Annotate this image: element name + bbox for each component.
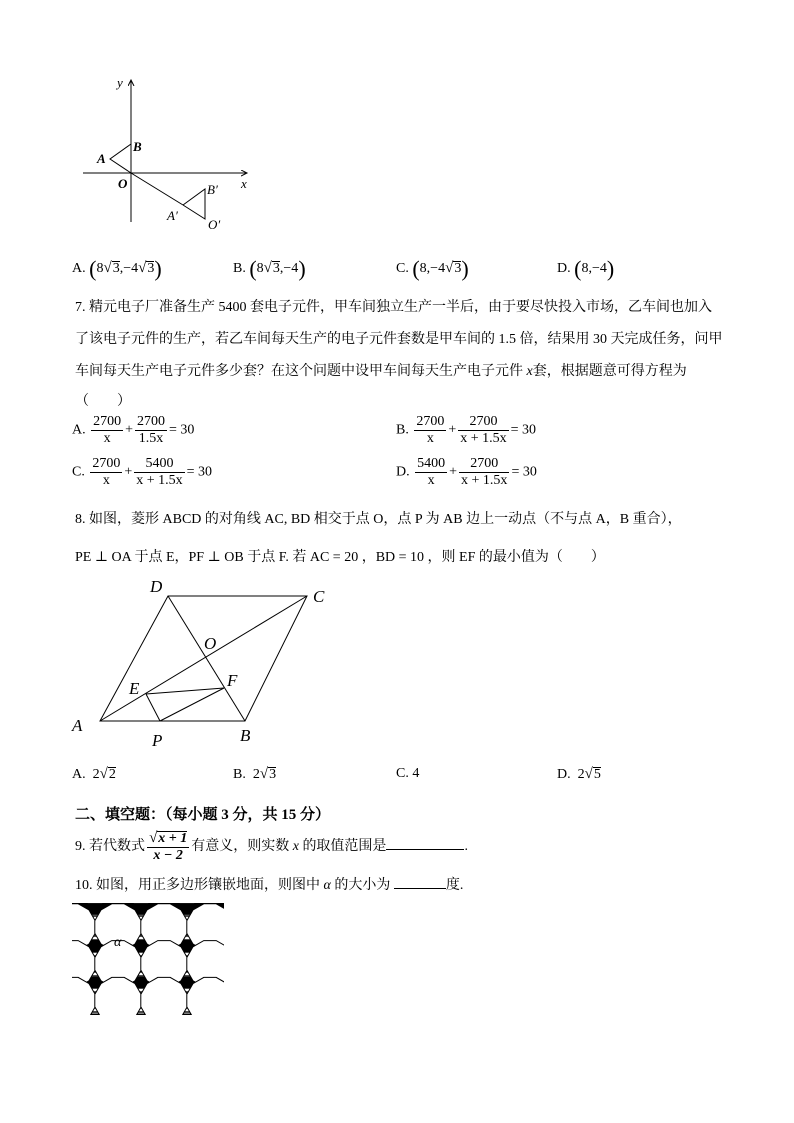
q9-fraction: $\frac{√x + 1}{x - 2}$	[149, 830, 188, 863]
rhombus-figure	[68, 578, 338, 753]
label-f: F	[227, 671, 238, 690]
q7-line2: 了该电子元件的生产，若乙车间每天生产的电子元件套数是甲车间的 1.5 倍，结果用 30 天完成任务，问甲	[75, 332, 723, 347]
line-o-a2	[131, 173, 183, 205]
q6-option-c[interactable]: C. (8,−4√3)	[396, 256, 469, 281]
label-o: O	[118, 176, 128, 191]
q8-option-c[interactable]: C. 4	[396, 766, 420, 781]
q7-option-c[interactable]: C. $\frac{2700}{x}$ + $\frac{5400}{x + 1.5x}$ = 30	[72, 456, 213, 488]
tessellation-figure	[72, 903, 224, 1015]
label-a: A	[72, 716, 83, 735]
triangle-a2b2o2	[183, 189, 205, 219]
q10-line: 10. 如图，用正多边形镶嵌地面，则图中 α 的大小为 度.	[75, 878, 464, 893]
section-2-title: 二、填空题：（每小题 3 分，共 15 分）	[75, 807, 331, 823]
q7-option-a[interactable]: A. $\frac{2700}{x}$ + $\frac{2700}{1.5x}$ = 30	[72, 414, 195, 446]
label-b-prime: B′	[207, 182, 218, 197]
q8-option-b[interactable]: B. 2√3	[233, 766, 277, 782]
triangle-abo	[110, 144, 131, 173]
q6-option-d[interactable]: D. (8,−4)	[557, 256, 615, 281]
q10-answer-blank[interactable]	[394, 876, 446, 889]
label-d: D	[150, 578, 163, 596]
q7-paren: （ ）	[75, 394, 131, 409]
label-p: P	[152, 731, 163, 750]
label-a: A	[97, 151, 106, 166]
tessellation-tiles	[72, 903, 224, 1015]
label-e: E	[129, 679, 140, 698]
q8-line2: PE ⊥ OA 于点 E，PF ⊥ OB 于点 F. 若 AC = 20 ，BD = 10 ，则 EF 的最小值为（ ）	[75, 550, 605, 565]
q9-line: 9. 若代数式 $\frac{√x + 1}{x - 2}$ 有意义，则实数 x 的取值范围是 .	[75, 830, 468, 863]
label-y: y	[117, 75, 123, 90]
alpha-label: α	[114, 935, 122, 950]
q6-option-b[interactable]: B. (8√3,−4)	[233, 256, 306, 281]
segment-pe	[146, 694, 160, 721]
label-b: B	[240, 726, 251, 745]
label-a-prime: A′	[167, 208, 178, 223]
label-x: x	[241, 176, 247, 191]
segment-ef	[146, 688, 224, 694]
q8-option-a[interactable]: A. 2√2	[72, 766, 116, 782]
q8-line1: 8. 如图，菱形 ABCD 的对角线 AC, BD 相交于点 O，点 P 为 AB 边上一动点（不与点 A，B 重合），	[75, 512, 682, 527]
diagonal-bd	[168, 596, 245, 721]
q7-line3: 车间每天生产电子元件多少套？在这个问题中设甲车间每天生产电子元件 x套，根据题意可得方程为	[75, 364, 687, 379]
label-b: B	[133, 139, 142, 154]
coordinate-figure	[75, 72, 265, 237]
dodecagon-tile	[141, 977, 187, 1015]
label-c: C	[313, 587, 325, 606]
label-o-prime: O′	[208, 217, 221, 232]
q9-answer-blank[interactable]	[386, 837, 464, 850]
q7-line1: 7. 精元电子厂准备生产 5400 套电子元件，甲车间独立生产一半后，由于要尽快投入市场，乙车间也加入	[75, 300, 712, 315]
q6-option-a[interactable]: A. (8√3,−4√3)	[72, 256, 162, 281]
q7-option-d[interactable]: D. $\frac{5400}{x}$ + $\frac{2700}{x + 1.5x}$ = 30	[396, 456, 537, 488]
label-o: O	[204, 634, 217, 653]
q8-option-d[interactable]: D. 2√5	[557, 766, 601, 782]
q7-option-b[interactable]: B. $\frac{2700}{x}$ + $\frac{2700}{x + 1.5x}$ = 30	[396, 414, 537, 446]
segment-pf	[160, 688, 224, 721]
dodecagon-tile	[95, 977, 141, 1015]
